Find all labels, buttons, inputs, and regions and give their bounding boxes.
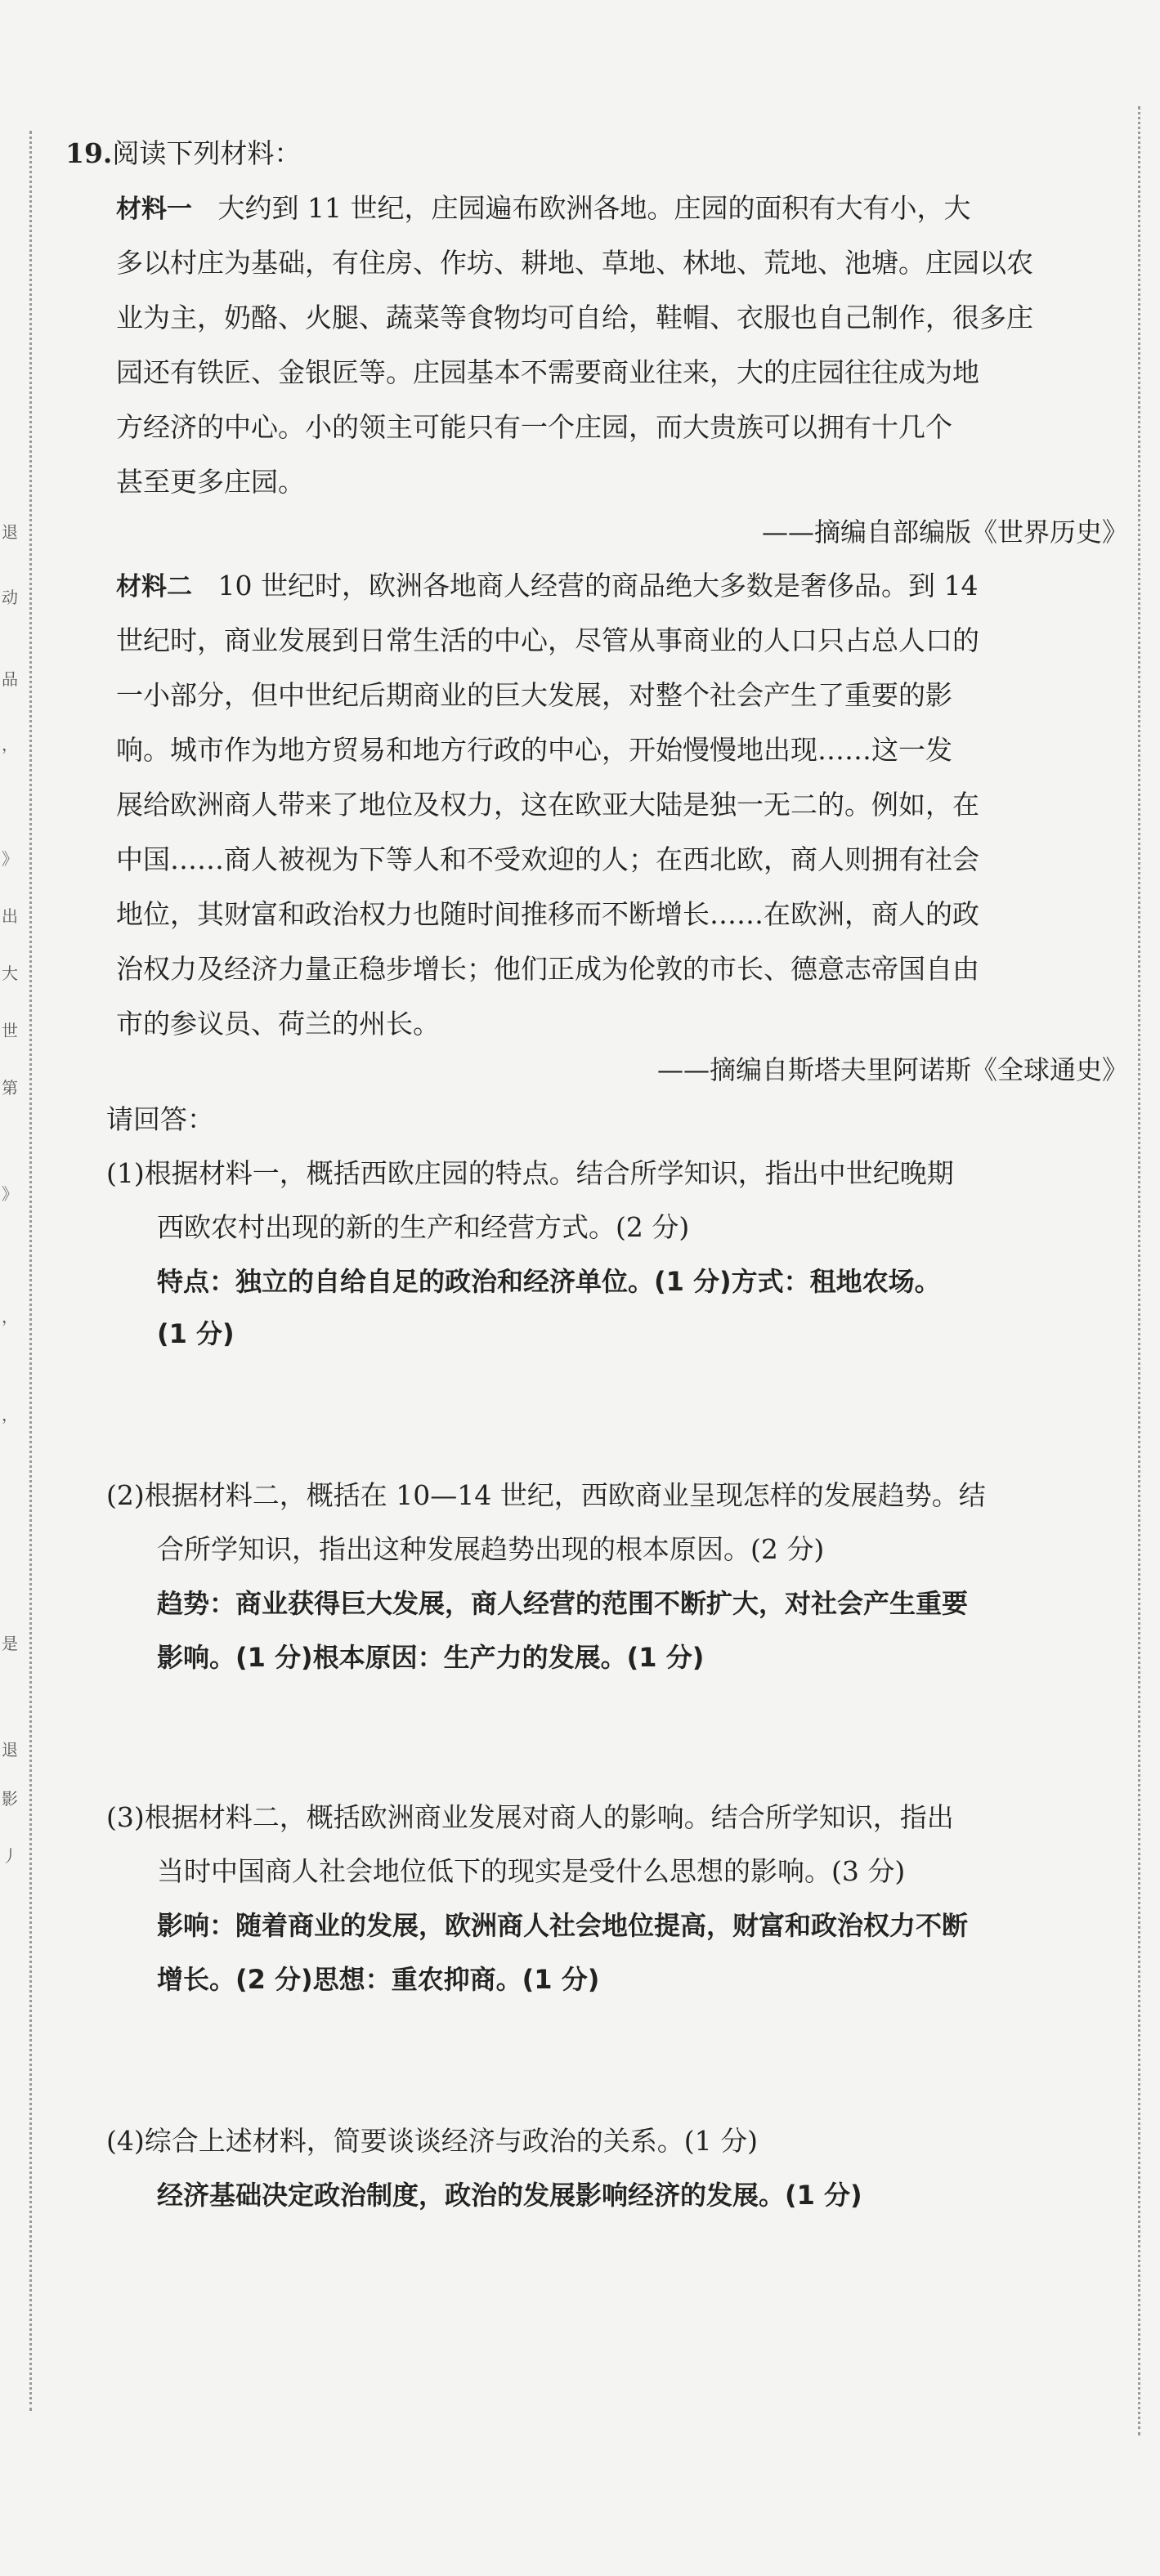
question-number: 19.	[65, 137, 113, 169]
material-two-line: 治权力及经济力量正稳步增长；他们正成为伦敦的市长、德意志帝国自由	[116, 953, 979, 985]
question-3-line: (3)根据材料二，概括欧洲商业发展对商人的影响。结合所学知识，指出	[106, 1801, 954, 1833]
material-two-line: 地位，其财富和政治权力也随时间推移而不断增长……在欧洲，商人的政	[116, 898, 979, 930]
question-2-answer-line: 影响。(1 分)根本原因：生产力的发展。(1 分)	[157, 1642, 705, 1673]
question-4-answer-line: 经济基础决定政治制度，政治的发展影响经济的发展。(1 分)	[157, 2180, 862, 2211]
material-two-line: 展给欧洲商人带来了地位及权力，这在欧亚大陆是独一无二的。例如，在	[116, 789, 979, 821]
material-one-line: 园还有铁匠、金银匠等。庄园基本不需要商业往来，大的庄园往往成为地	[116, 356, 979, 388]
left-dotted-border	[29, 131, 32, 2411]
material-two-line: 市的参议员、荷兰的州长。	[116, 1008, 440, 1040]
material-one-line: 多以村庄为基础，有住房、作坊、耕地、草地、林地、荒地、池塘。庄园以农	[116, 247, 1033, 279]
question-1-answer-line: (1 分)	[157, 1318, 235, 1349]
question-1-line: (1)根据材料一，概括西欧庄园的特点。结合所学知识，指出中世纪晚期	[106, 1157, 954, 1189]
material-two-label: 材料二	[116, 572, 192, 602]
material-two-line: 响。城市作为地方贸易和地方行政的中心，开始慢慢地出现……这一发	[116, 734, 952, 766]
question-3-line: 当时中国商人社会地位低下的现实是受什么思想的影响。(3 分)	[157, 1855, 906, 1887]
question-1-answer-line: 特点：独立的自给自足的政治和经济单位。(1 分)方式：租地农场。	[157, 1266, 941, 1297]
material-one-source: ——摘编自部编版《世界历史》	[761, 517, 1128, 548]
material-one-line: 方经济的中心。小的领主可能只有一个庄园，而大贵族可以拥有十几个	[116, 411, 952, 443]
material-one-line: 业为主，奶酪、火腿、蔬菜等食物均可自给，鞋帽、衣服也自己制作，很多庄	[116, 302, 1033, 333]
left-margin-bleed-text: 退 动 品 ， 》 出 大 世 第 》 ， ， 是 退 影 丿	[2, 522, 18, 1866]
question-2-line: 合所学知识，指出这种发展趋势出现的根本原因。(2 分)	[157, 1533, 825, 1565]
question-3-answer-line: 影响：随着商业的发展，欧洲商人社会地位提高，财富和政治权力不断	[157, 1910, 969, 1941]
question-4-line: (4)综合上述材料，简要谈谈经济与政治的关系。(1 分)	[106, 2125, 758, 2157]
question-title: 阅读下列材料：	[112, 137, 302, 169]
question-1-line: 西欧农村出现的新的生产和经营方式。(2 分)	[157, 1211, 690, 1243]
question-2-answer-line: 趋势：商业获得巨大发展，商人经营的范围不断扩大，对社会产生重要	[157, 1588, 969, 1619]
right-dotted-border	[1138, 106, 1140, 2435]
material-two-line: 一小部分，但中世纪后期商业的巨大发展，对整个社会产生了重要的影	[116, 679, 952, 711]
material-two-line: 中国……商人被视为下等人和不受欢迎的人；在西北欧，商人则拥有社会	[116, 843, 979, 875]
material-one-label: 材料一	[116, 195, 192, 224]
material-one-line: 材料一 大约到 11 世纪，庄园遍布欧洲各地。庄园的面积有大有小，大	[116, 192, 971, 224]
answer-prompt: 请回答：	[106, 1103, 214, 1135]
question-3-answer-line: 增长。(2 分)思想：重农抑商。(1 分)	[157, 1964, 600, 1995]
material-one-line: 甚至更多庄园。	[116, 466, 305, 498]
question-2-line: (2)根据材料二，概括在 10—14 世纪，西欧商业呈现怎样的发展趋势。结	[106, 1479, 986, 1511]
material-two-source: ——摘编自斯塔夫里阿诺斯《全球通史》	[656, 1054, 1128, 1085]
material-two-line: 材料二 10 世纪时，欧洲各地商人经营的商品绝大多数是奢侈品。到 14	[116, 570, 979, 602]
material-two-line: 世纪时，商业发展到日常生活的中心，尽管从事商业的人口只占总人口的	[116, 624, 979, 656]
question-header	[65, 137, 301, 170]
